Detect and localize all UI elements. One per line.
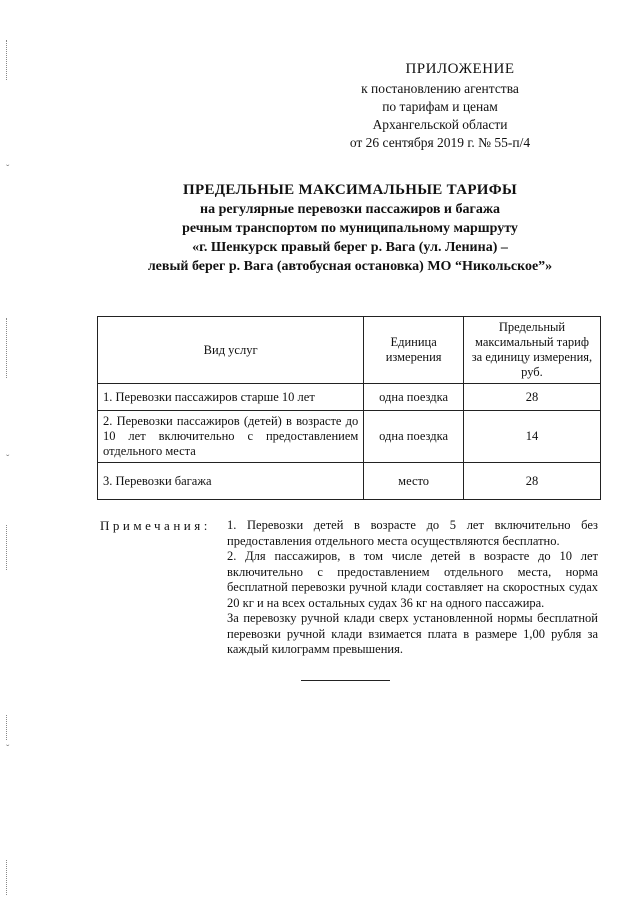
service-cell: 2. Перевозки пассажиров (детей) в возрасте до 10 лет включительно с предоставлением отдельного места <box>98 411 364 463</box>
approval-date-number: от 26 сентября 2019 г. № 55-п/4 <box>349 135 531 150</box>
scan-margin-tick: ˇ <box>6 744 10 755</box>
tariff-cell: 14 <box>463 411 600 463</box>
tariff-table <box>97 316 601 500</box>
scan-margin-tick: ˇ <box>6 454 10 465</box>
unit-cell: одна поездка <box>364 384 464 411</box>
note-item: 1. Перевозки детей в возрасте до 5 лет включительно без предоставления отдельного места осуществляются бесплатно. <box>227 518 598 548</box>
note-item: За перевозку ручной клади сверх установленной нормы бесплатной перевозки ручной клади взимается плата в размере 1,00 рубля за каждый килограмм превышения. <box>227 611 598 656</box>
tariff-cell: 28 <box>463 384 600 411</box>
end-divider <box>301 680 390 681</box>
notes-label: Примечания: <box>100 518 211 533</box>
document-title <box>100 181 600 276</box>
title-line: левый берег р. Вага (автобусная остановка) МО “Никольское”» <box>147 259 553 274</box>
service-cell: 1. Перевозки пассажиров старше 10 лет <box>98 384 364 411</box>
unit-cell: место <box>364 463 464 500</box>
table-row <box>98 411 601 463</box>
tariff-cell: 28 <box>463 463 600 500</box>
table-row <box>98 463 601 500</box>
scan-margin-mark <box>6 715 10 740</box>
table-row <box>98 384 601 411</box>
approval-header <box>300 60 580 152</box>
notes-block <box>227 518 598 658</box>
unit-cell: одна поездка <box>364 411 464 463</box>
title-line: речным транспортом по муниципальному маршруту <box>182 221 518 236</box>
title-line: на регулярные перевозки пассажиров и багажа <box>200 202 500 217</box>
approval-line: по тарифам и ценам <box>382 99 498 114</box>
title-line: «г. Шенкурск правый берег р. Вага (ул. Ленина) – <box>192 240 508 255</box>
scan-margin-mark <box>6 318 10 378</box>
title-main: ПРЕДЕЛЬНЫЕ МАКСИМАЛЬНЫЕ ТАРИФЫ <box>183 182 517 198</box>
appendix-title: ПРИЛОЖЕНИЕ <box>405 61 515 77</box>
service-cell: 3. Перевозки багажа <box>98 463 364 500</box>
scan-margin-tick: ˇ <box>6 164 10 175</box>
approval-line: к постановлению агентства <box>361 81 519 96</box>
scan-margin-mark <box>6 40 10 80</box>
approval-line: Архангельской области <box>372 117 508 132</box>
column-header-unit: Единица измерения <box>364 317 464 384</box>
scan-margin-mark <box>6 525 10 570</box>
column-header-tariff: Предельный максимальный тариф за единицу измерения, руб. <box>463 317 600 384</box>
column-header-service: Вид услуг <box>98 317 364 384</box>
scan-margin-mark <box>6 860 10 895</box>
table-header-row <box>98 317 601 384</box>
note-item: 2. Для пассажиров, в том числе детей в возрасте до 10 лет включительно с предоставлением отдельного места, норма бесплатной перевозки ручной клади составляет на скоростных судах 20 кг и на всех остальных судах 36 кг на одного пассажира. <box>227 549 598 610</box>
